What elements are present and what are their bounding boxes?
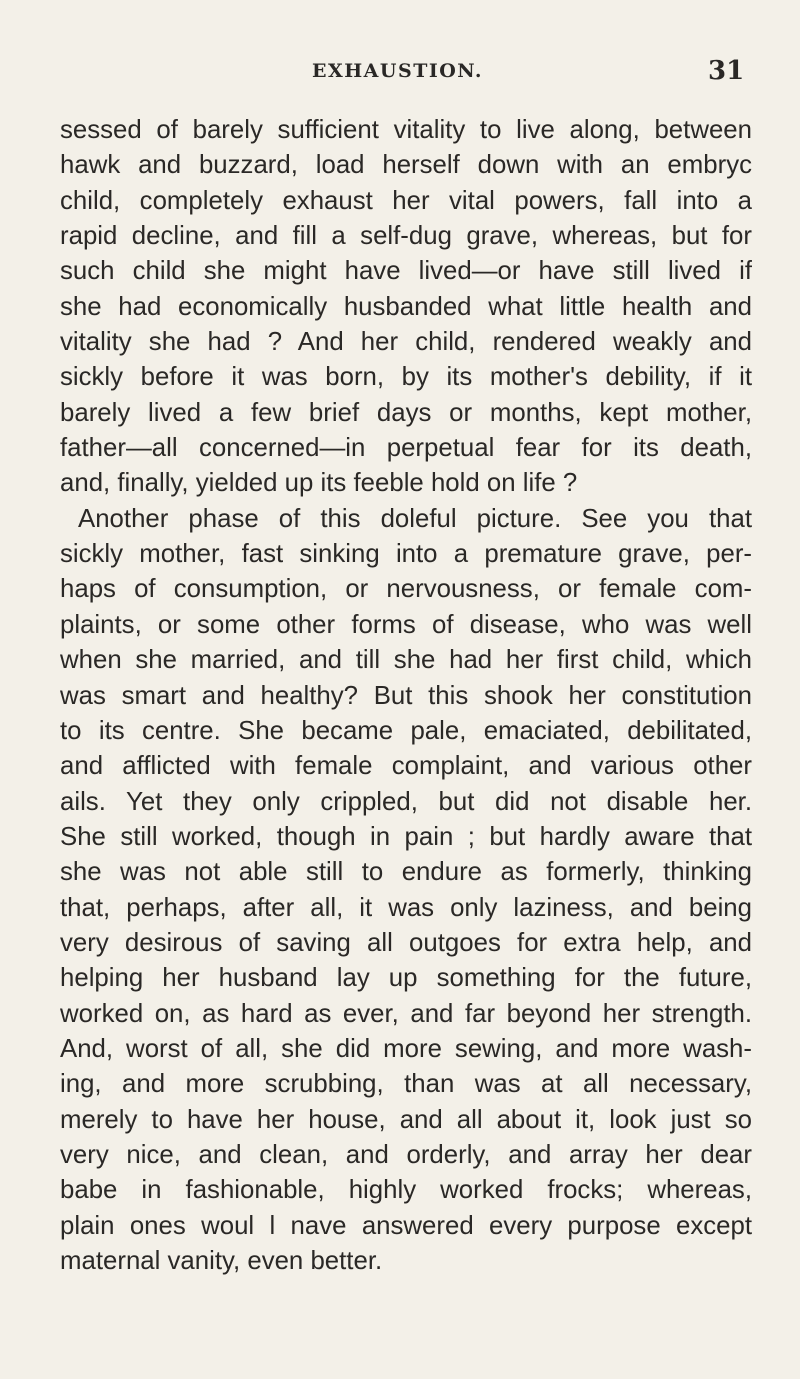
text-line: She still worked, though in pain ; but hardly aware that [60,822,752,851]
text-line: sickly before it was born, by its mother's debility, if it [60,363,752,392]
text-line: father—all concerned—in perpetual fear for its death, [60,434,752,463]
text-line: to its centre. She became pale, emaciated, debilitated, [60,716,752,745]
text-line: she had economically husbanded what little health and [60,292,752,321]
page-number: 31 [708,56,745,86]
text-line: that, perhaps, after all, it was only laziness, and being [60,893,752,922]
text-line: maternal vanity, even better. [60,1247,383,1275]
text-line: plaints, or some other forms of disease, who was well [60,610,752,639]
text-line: ing, and more scrubbing, than was at all necessary, [60,1070,752,1099]
text-line: Another phase of this doleful picture. See you that [78,504,752,533]
text-line: sickly mother, fast sinking into a premature grave, per- [60,540,752,569]
text-line: sessed of barely sufficient vitality to live along, between [60,116,752,144]
text-line: ails. Yet they only crippled, but did not disable her. [60,787,752,816]
text-line: babe in fashionable, highly worked frocks; whereas, [60,1176,752,1205]
body-text [60,113,752,1279]
text-line: and afflicted with female complaint, and various other [60,752,752,781]
text-line: she was not able still to endure as formerly, thinking [60,858,752,887]
text-line: barely lived a few brief days or months, kept mother, [60,398,752,427]
running-head [0,56,800,90]
text-line: worked on, as hard as ever, and far beyond her strength. [60,999,752,1028]
text-line: haps of consumption, or nervousness, or female com- [60,575,752,604]
text-line: rapid decline, and fill a self-dug grave, whereas, but for [60,222,752,251]
text-line: hawk and buzzard, load herself down with an embryc [60,151,752,180]
text-line: And, worst of all, she did more sewing, and more wash- [60,1034,752,1063]
running-title: EXHAUSTION. [312,60,484,82]
text-line: was smart and healthy? But this shook her constitution [60,681,752,710]
text-line: very desirous of saving all outgoes for extra help, and [60,928,752,957]
text-line: and, finally, yielded up its feeble hold on life ? [60,469,578,498]
text-line: merely to have her house, and all about it, look just so [60,1105,752,1134]
text-line: helping her husband lay up something for the future, [60,964,752,993]
text-line: very nice, and clean, and orderly, and array her dear [60,1140,752,1169]
text-line: plain ones woul l nave answered every purpose except [60,1211,752,1240]
text-line: child, completely exhaust her vital powers, fall into a [60,186,752,215]
text-line: when she married, and till she had her first child, which [60,646,752,675]
text-line: vitality she had ? And her child, rendered weakly and [60,328,752,357]
text-line: such child she might have lived—or have still lived if [60,257,752,286]
